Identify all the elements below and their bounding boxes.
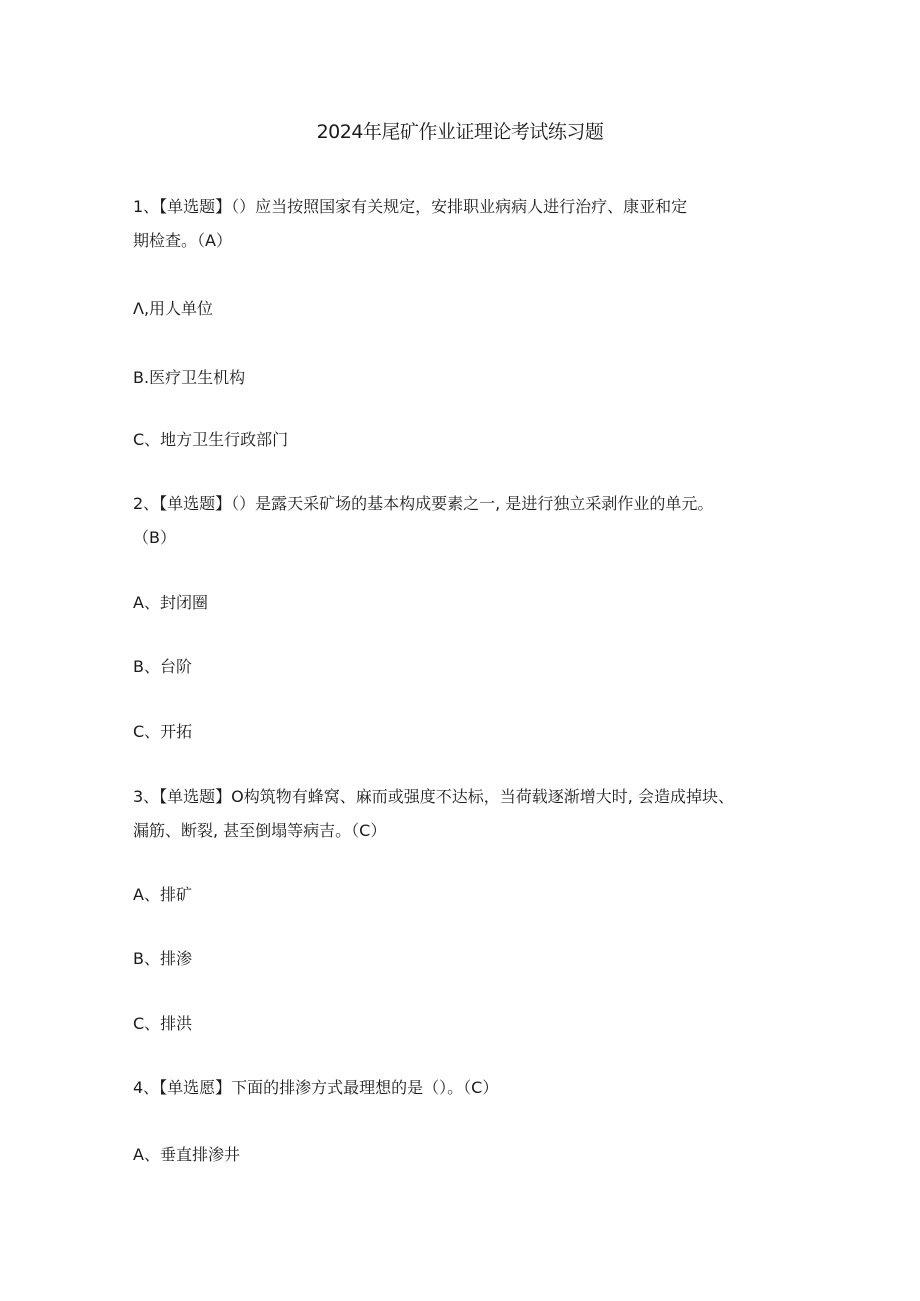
question-2-option-c: C、开拓 <box>133 722 193 741</box>
question-4-option-a: A、垂直排渗井 <box>133 1145 240 1164</box>
question-1-stem-line-2: 期检查。（A） <box>133 231 232 250</box>
question-1-option-a: Λ,用人单位 <box>133 299 214 318</box>
question-3-option-b: B、排渗 <box>133 949 192 968</box>
question-3-stem-line-1: 3、【单选题】O构筑物有蜂窝、麻而或强度不达标，当荷载逐渐增大时, 会造成掉块、 <box>133 787 734 806</box>
question-1-option-c: C、地方卫生行政部门 <box>133 430 289 449</box>
question-2-stem-line-2: （B） <box>133 528 176 547</box>
question-1-stem-line-1: 1、【单选题】（）应当按照国家有关规定，安排职业病病人进行治疗、康亚和定 <box>133 197 688 216</box>
question-1-option-b: B.医疗卫生机构 <box>133 368 246 387</box>
question-3-option-a: A、排矿 <box>133 885 192 904</box>
question-2-option-a: A、封闭圈 <box>133 593 208 612</box>
question-4-stem-line-1: 4、【单选愿】下面的排渗方式最理想的是（）。（C） <box>133 1078 499 1097</box>
question-3-option-c: C、排洪 <box>133 1014 193 1033</box>
question-2-stem-line-1: 2、【单选题】（）是露天采矿场的基本构成要素之一, 是进行独立采剥作业的单元。 <box>133 494 714 513</box>
question-3-stem-line-2: 漏筋、断裂, 甚至倒塌等病吉。（C） <box>133 821 387 840</box>
document-title: 2024年尾矿作业证理论考试练习题 <box>316 121 604 143</box>
question-2-option-b: B、台阶 <box>133 657 192 676</box>
